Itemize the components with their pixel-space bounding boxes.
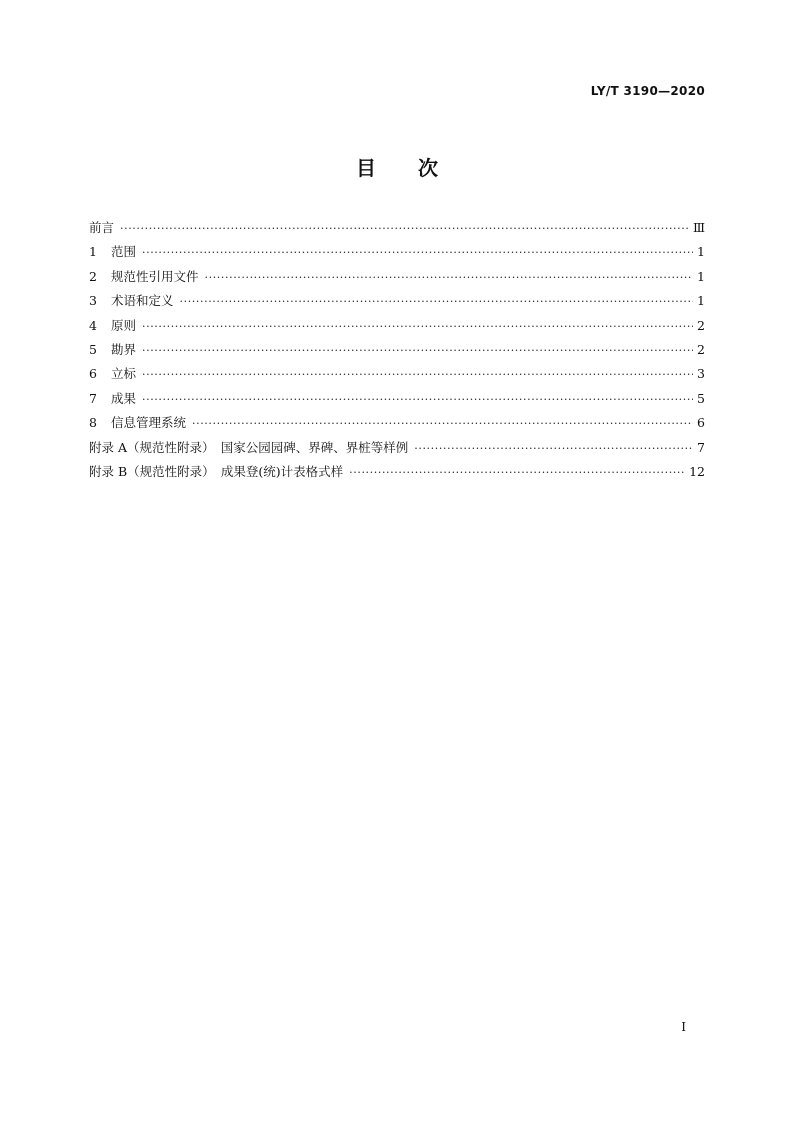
toc-dot-leader <box>142 363 693 387</box>
toc-entry-label: 前言 <box>89 220 115 235</box>
toc-entry-label: 规范性引用文件 <box>111 268 199 284</box>
toc-entry-label: 附录 B（规范性附录） 成果登(统)计表格式样 <box>89 463 344 479</box>
toc-entry-terms[interactable] <box>89 289 705 313</box>
toc-dot-leader <box>142 339 693 363</box>
toc-entry-appendix-b[interactable] <box>89 460 705 484</box>
toc-entry-label: 勘界 <box>111 341 137 357</box>
toc-entry-number: 5 <box>89 341 97 357</box>
page-number: I <box>681 1020 686 1034</box>
page-title <box>0 152 794 181</box>
toc-dot-leader <box>192 412 693 436</box>
toc-dot-leader <box>205 266 693 290</box>
toc-entry-page: 5 <box>697 390 705 406</box>
toc-entry-label: 附录 A（规范性附录） 国家公园园碑、界碑、界桩等样例 <box>89 439 409 455</box>
toc-entry-scope[interactable] <box>89 240 705 264</box>
toc-entry-label: 立标 <box>111 366 137 382</box>
page-title-part1: 目 <box>356 156 376 180</box>
toc-entry-page: 7 <box>697 439 705 455</box>
toc-entry-number: 8 <box>89 415 97 431</box>
toc-entry-page: 6 <box>697 415 705 431</box>
toc-dot-leader <box>414 437 693 461</box>
toc-entry-label: 范围 <box>111 244 137 260</box>
toc-entry-number: 2 <box>89 268 97 284</box>
toc-entry-number: 7 <box>89 390 97 406</box>
toc-entry-page: 1 <box>697 244 705 260</box>
toc-entry-page: 3 <box>697 366 705 382</box>
toc-entry-number: 6 <box>89 366 97 382</box>
toc-entry-principles[interactable] <box>89 314 705 338</box>
toc-entry-appendix-a[interactable] <box>89 436 705 460</box>
toc-entry-number: 1 <box>89 244 97 260</box>
toc-entry-boundary-survey[interactable] <box>89 338 705 362</box>
toc-entry-page: 2 <box>697 341 705 357</box>
toc-entry-label: 信息管理系统 <box>111 415 187 431</box>
table-of-contents <box>89 216 705 484</box>
toc-entry-page: 1 <box>697 268 705 284</box>
toc-entry-page: 1 <box>697 293 705 309</box>
toc-entry-page: Ⅲ <box>692 220 705 235</box>
page-title-part2: 次 <box>418 156 438 180</box>
toc-entry-marker-setting[interactable] <box>89 362 705 386</box>
toc-entry-label: 成果 <box>111 390 137 406</box>
toc-entry-results[interactable] <box>89 387 705 411</box>
toc-entry-normative-references[interactable] <box>89 265 705 289</box>
toc-dot-leader <box>120 217 689 241</box>
toc-entry-number: 4 <box>89 317 97 333</box>
toc-dot-leader <box>349 461 685 485</box>
toc-entry-page: 12 <box>689 463 705 479</box>
toc-entry-foreword[interactable] <box>89 216 705 240</box>
toc-entry-information-system[interactable] <box>89 411 705 435</box>
toc-entry-label: 原则 <box>111 317 137 333</box>
toc-dot-leader <box>180 290 693 314</box>
toc-entry-number: 3 <box>89 293 97 309</box>
toc-dot-leader <box>142 388 693 412</box>
toc-dot-leader <box>142 315 693 339</box>
document-number: LY/T 3190—2020 <box>590 84 705 98</box>
toc-dot-leader <box>142 241 693 265</box>
toc-entry-page: 2 <box>697 317 705 333</box>
toc-entry-label: 术语和定义 <box>111 293 174 309</box>
